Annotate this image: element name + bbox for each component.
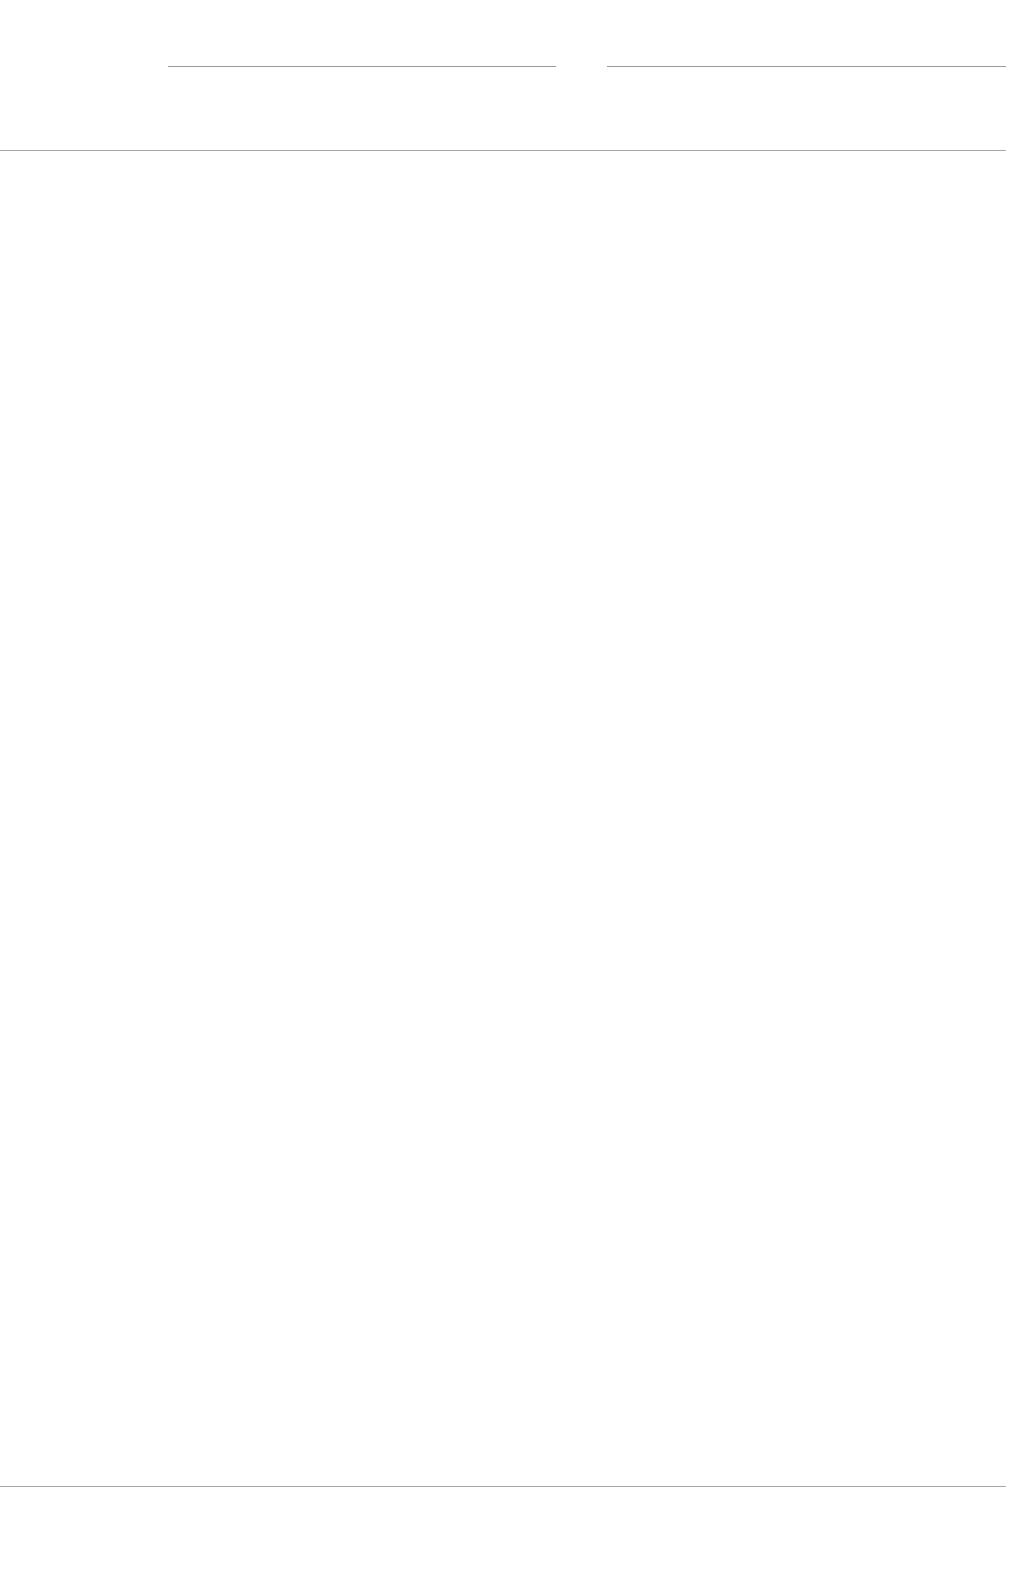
bottom-rule [0,1486,1006,1487]
group-underline-ols [168,66,556,67]
group-underline-oprobit [607,66,1006,67]
header-rule [0,150,1006,151]
